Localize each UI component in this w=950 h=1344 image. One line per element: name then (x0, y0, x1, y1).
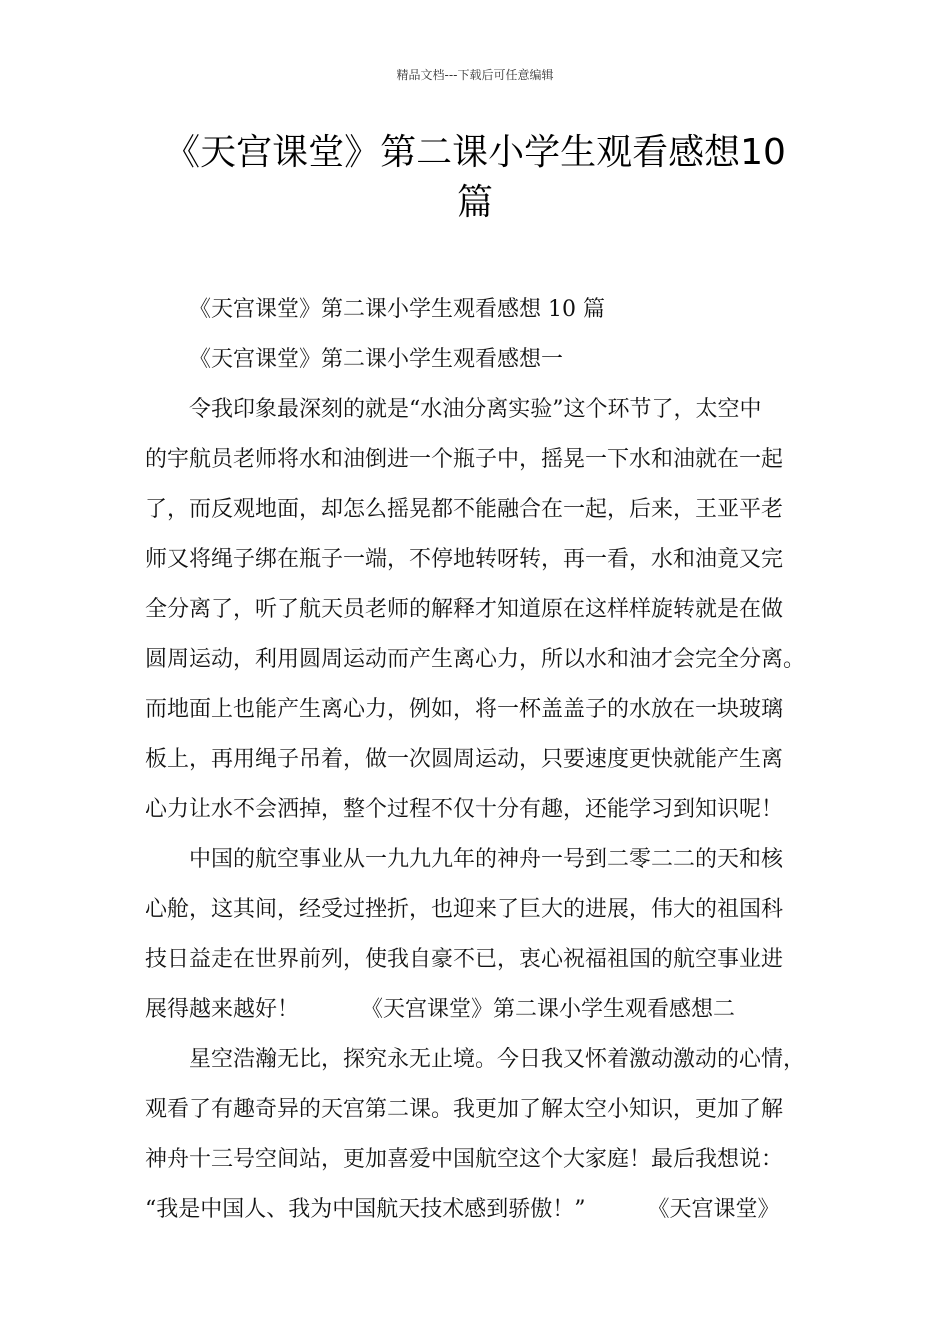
subtitle-main: 《天宫课堂》第二课小学生观看感想 10 篇 (189, 297, 605, 322)
paragraph-line: 中国的航空事业从一九九九年的神舟一号到二零二二的天和核 (189, 847, 784, 872)
paragraph-line: 师又将绳子绑在瓶子一端，不停地转呀转，再一看，水和油竟又完 (145, 547, 784, 572)
title-line-2: 篇 (456, 182, 493, 223)
paragraph-2 (145, 835, 835, 1035)
paragraph-line: 圆周运动，利用圆周运动而产生离心力，所以水和油才会完全分离。 (145, 647, 806, 672)
paragraph-line-mixed (145, 985, 835, 1035)
paragraph-3-end: “我是中国人、我为中国航天技术感到骄傲！” (145, 1197, 586, 1222)
subtitle-three-start: 《天宫课堂》 (647, 1197, 780, 1222)
paragraph-line-mixed (145, 1185, 835, 1235)
paragraph-3 (145, 1035, 835, 1235)
paragraph-line: 的宇航员老师将水和油倒进一个瓶子中，摇晃一下水和油就在一起 (145, 447, 784, 472)
page-header: 精品文档---下载后可任意编辑 (396, 68, 554, 82)
paragraph-line: 观看了有趣奇异的天宫第二课。我更加了解太空小知识，更加了解 (145, 1097, 784, 1122)
paragraph-2-end: 展得越来越好！ (145, 997, 300, 1022)
paragraph-line: 板上，再用绳子吊着，做一次圆周运动，只要速度更快就能产生离 (145, 747, 784, 772)
paragraph-line: 心力让水不会洒掉，整个过程不仅十分有趣，还能学习到知识呢！ (145, 797, 784, 822)
paragraph-line: 而地面上也能产生离心力，例如，将一杯盖盖子的水放在一块玻璃 (145, 697, 784, 722)
paragraph-line: 技日益走在世界前列，使我自豪不已，衷心祝福祖国的航空事业进 (145, 947, 784, 972)
document-title (100, 128, 850, 228)
subtitle-one: 《天宫课堂》第二课小学生观看感想一 (189, 347, 564, 372)
title-line-1: 《天宫课堂》第二课小学生观看感想10 (164, 132, 786, 173)
paragraph-line: 了，而反观地面，却怎么摇晃都不能融合在一起，后来，王亚平老 (145, 497, 784, 522)
paragraph-line: 全分离了，听了航天员老师的解释才知道原在这样样旋转就是在做 (145, 597, 784, 622)
document-body (145, 285, 835, 1235)
paragraph-line: 星空浩瀚无比，探究永无止境。今日我又怀着激动激动的心情， (189, 1047, 806, 1072)
paragraph-line: 心舱，这其间，经受过挫折，也迎来了巨大的进展，伟大的祖国科 (145, 897, 784, 922)
paragraph-line: 神舟十三号空间站，更加喜爱中国航空这个大家庭！最后我想说： (145, 1147, 784, 1172)
paragraph-line: 令我印象最深刻的就是“水油分离实验”这个环节了，太空中 (189, 397, 762, 422)
paragraph-1 (145, 385, 835, 835)
subtitle-two: 《天宫课堂》第二课小学生观看感想二 (361, 997, 736, 1022)
